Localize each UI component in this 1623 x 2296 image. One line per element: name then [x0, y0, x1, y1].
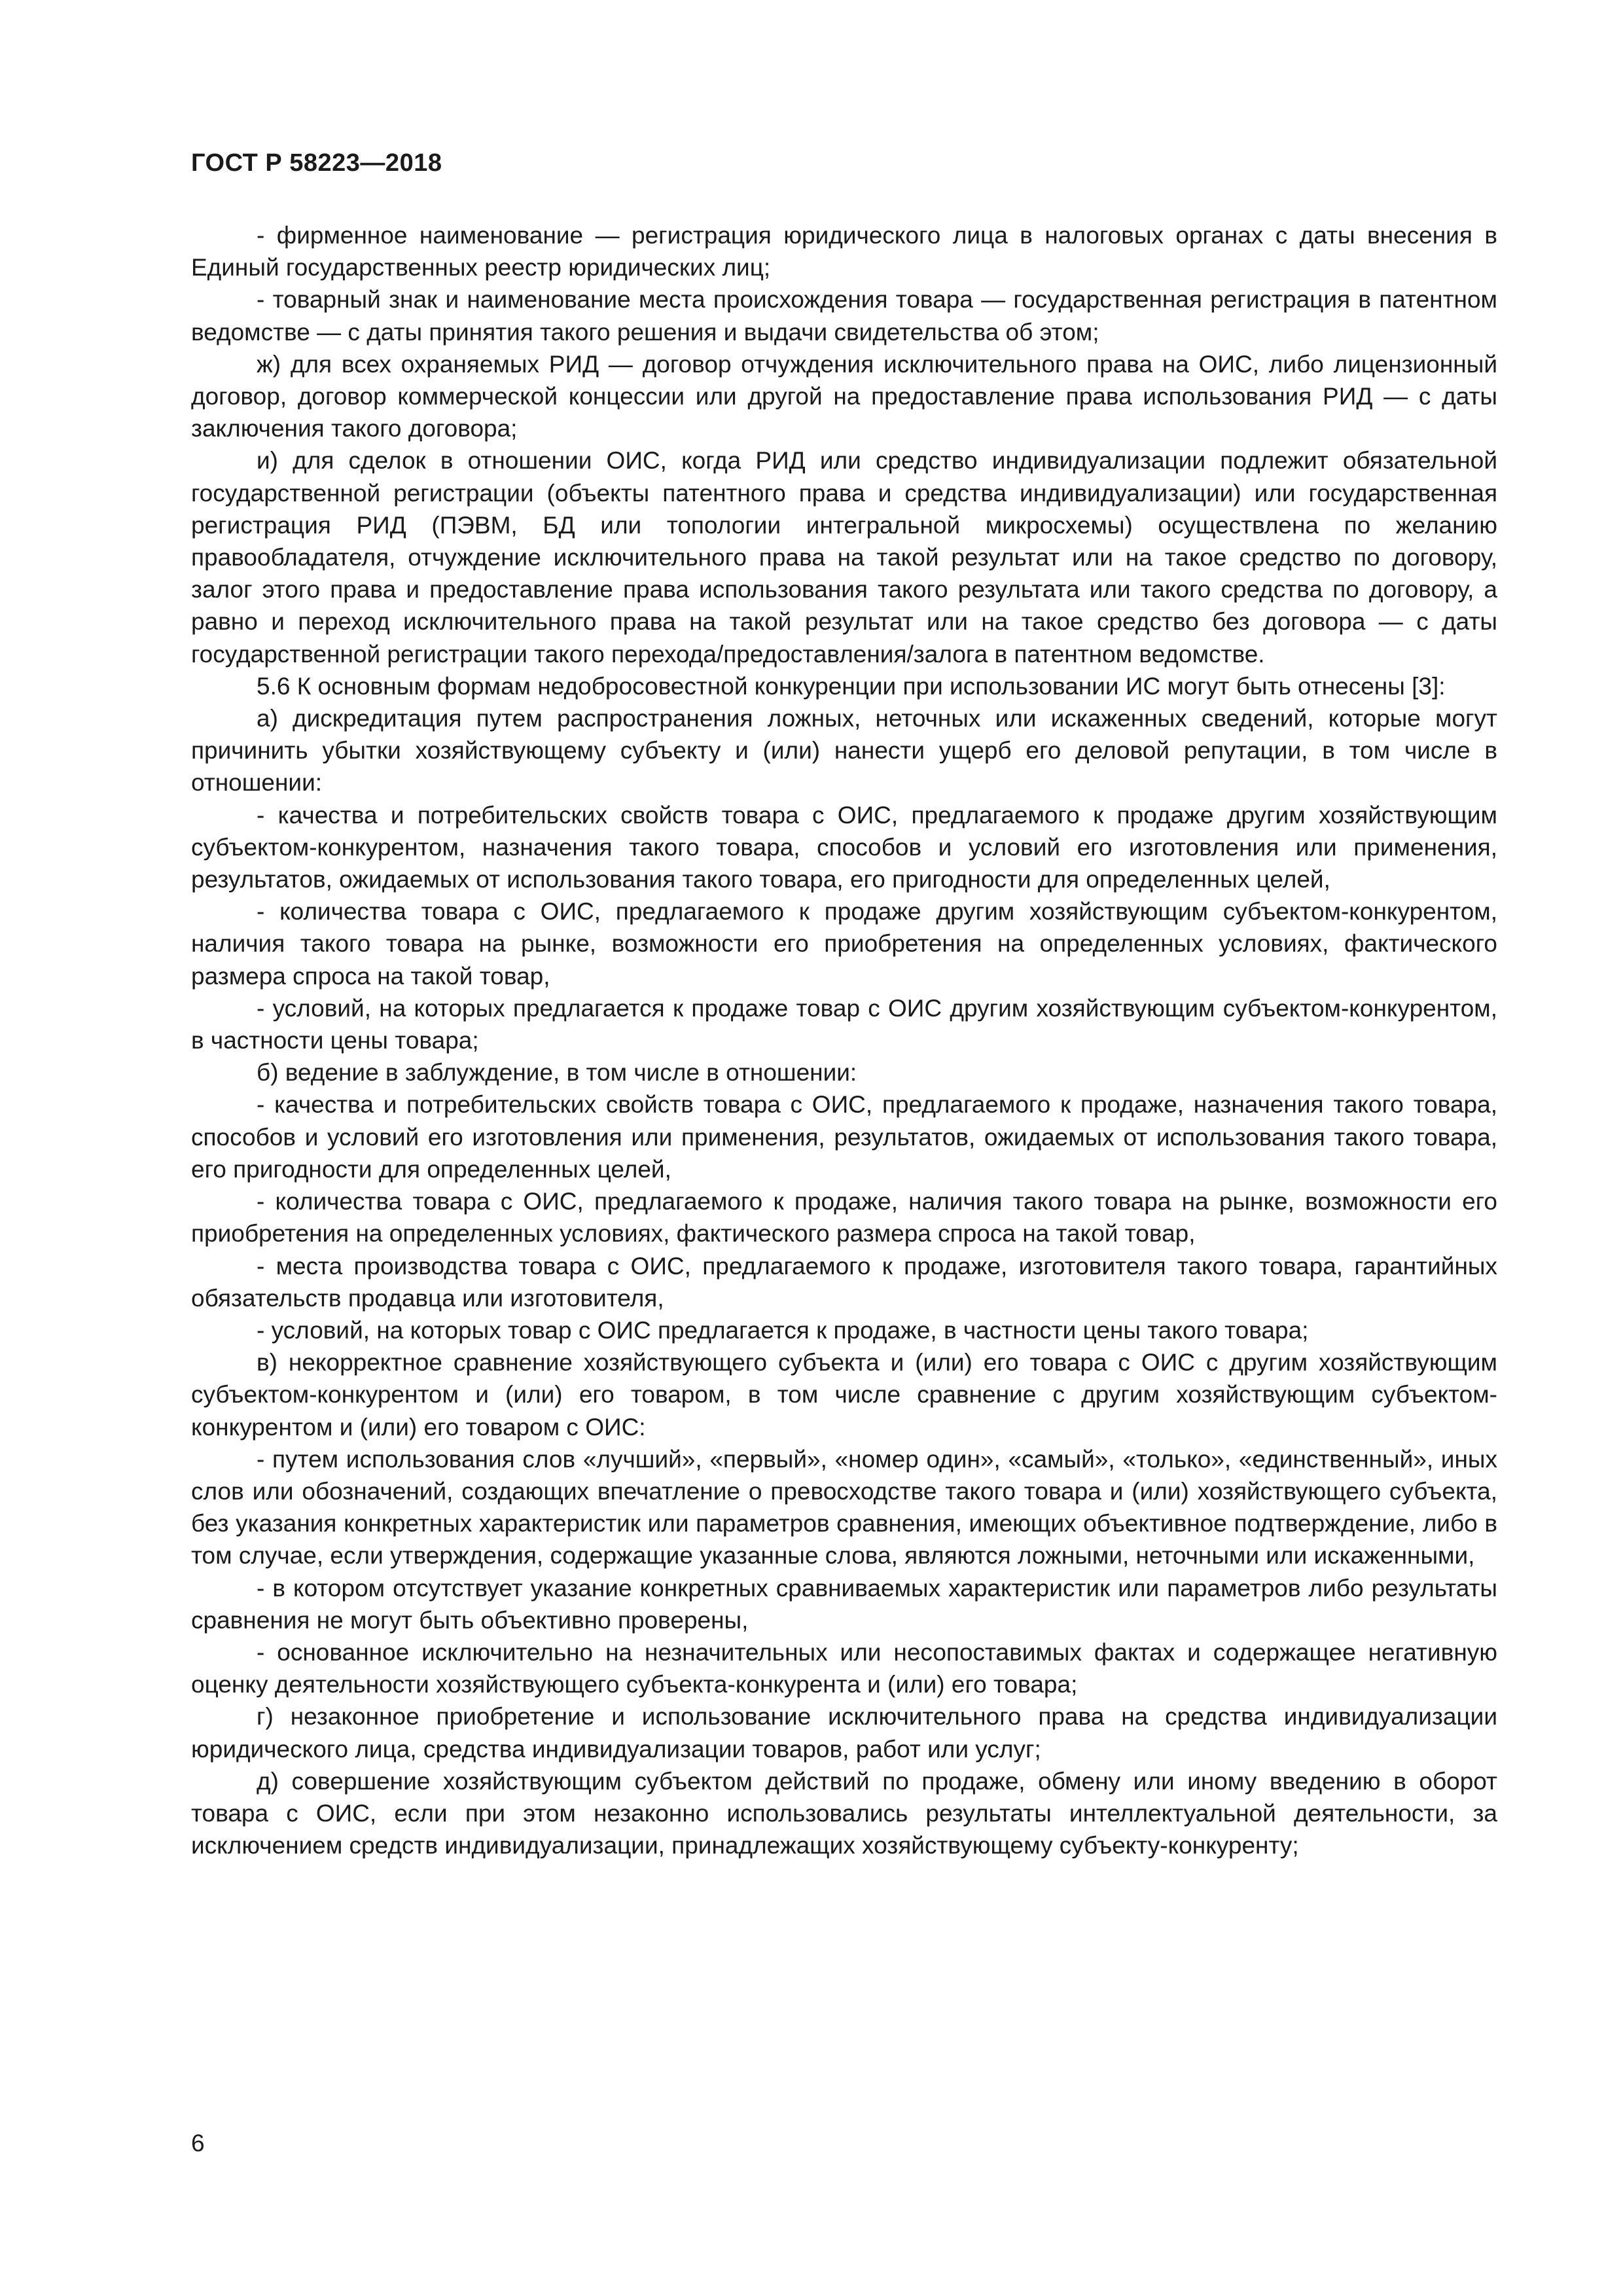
paragraph: - в котором отсутствует указание конкретных сравниваемых характеристик или параметров либо результаты сравнения не могут быть объективно проверены,: [191, 1574, 1497, 1634]
paragraph: д) совершение хозяйствующим субъектом действий по продаже, обмену или иному введению в оборот товара с ОИС, если при этом незаконно использовались результаты интеллектуальной деятельности, за исключением средств индивидуализации, принадлежащих хозяйствующему субъекту-конкуренту;: [191, 1767, 1497, 1859]
paragraph: - качества и потребительских свойств товара с ОИС, предлагаемого к продаже другим хозяйствующим субъектом-конкурентом, назначения такого товара, способов и условий его изготовления или применения, результатов, ожидаемых от использования такого товара, его пригодности для определенных целей,: [191, 801, 1497, 893]
paragraph: - товарный знак и наименование места происхождения товара — государственная регистрация в патентном ведомстве — с даты принятия такого решения и выдачи свидетельства об этом;: [191, 286, 1497, 346]
paragraph: - основанное исключительно на незначительных или несопоставимых фактах и содержащее негативную оценку деятельности хозяйствующего субъекта-конкурента и (или) его товара;: [191, 1638, 1497, 1698]
page-number: 6: [191, 2130, 205, 2157]
paragraph: ж) для всех охраняемых РИД — договор отчуждения исключительного права на ОИС, либо лицензионный договор, договор коммерческой концессии или другой на предоставление права использования РИД — с даты заключения такого договора;: [191, 350, 1497, 442]
paragraph: г) незаконное приобретение и использование исключительного права на средства индивидуализации юридического лица, средства индивидуализации товаров, работ или услуг;: [191, 1703, 1497, 1763]
paragraph: - места производства товара с ОИС, предлагаемого к продаже, изготовителя такого товара, гарантийных обязательств продавца или изготовителя,: [191, 1252, 1497, 1312]
paragraph: - условий, на которых товар с ОИС предлагается к продаже, в частности цены такого товара;: [257, 1316, 1309, 1344]
paragraph: - количества товара с ОИС, предлагаемого к продаже другим хозяйствующим субъектом-конкурентом, наличия такого товара на рынке, возможности его приобретения на определенных условиях, фактического размера спроса на такой товар,: [191, 898, 1497, 990]
document-header: ГОСТ Р 58223—2018: [191, 149, 442, 177]
paragraph: - путем использования слов «лучший», «первый», «номер один», «самый», «только», «единственный», иных слов или обозначений, создающих впечатление о превосходстве такого товара и (или) хозяйствующего субъекта, без указания конкретных характеристик или параметров сравнения, имеющих объективное подтверждение, либо в том случае, если утверждения, содержащие указанные слова, являются ложными, неточными или искаженными,: [191, 1445, 1497, 1570]
paragraph: - условий, на которых предлагается к продаже товар с ОИС другим хозяйствующим субъектом-конкурентом, в частности цены товара;: [191, 994, 1497, 1054]
paragraph: - количества товара с ОИС, предлагаемого к продаже, наличия такого товара на рынке, возможности его приобретения на определенных условиях, фактического размера спроса на такой товар,: [191, 1188, 1497, 1247]
paragraph: в) некорректное сравнение хозяйствующего субъекта и (или) его товара с ОИС с другим хозяйствующим субъектом-конкурентом и (или) его товаром, в том числе сравнение с другим хозяйствующим субъектом-конкурентом и (или) его товаром с ОИС:: [191, 1349, 1497, 1441]
paragraph: а) дискредитация путем распространения ложных, неточных или искаженных сведений, которые могут причинить убытки хозяйствующему субъекту и (или) нанести ущерб его деловой репутации, в том числе в отношении:: [191, 705, 1497, 797]
paragraph: б) ведение в заблуждение, в том числе в отношении:: [257, 1059, 857, 1086]
paragraph: - фирменное наименование — регистрация юридического лица в налоговых органах с даты внесения в Единый государственных реестр юридических лиц;: [191, 222, 1497, 281]
paragraph: - качества и потребительских свойств товара с ОИС, предлагаемого к продаже, назначения такого товара, способов и условий его изготовления или применения, результатов, ожидаемых от использования такого товара, его пригодности для определенных целей,: [191, 1091, 1497, 1183]
paragraph: и) для сделок в отношении ОИС, когда РИД или средство индивидуализации подлежит обязательной государственной регистрации (объекты патентного права и средства индивидуализации) или государственная регистрация РИД (ПЭВМ, БД или топологии интегральной микросхемы) осуществлена по желанию правообладателя, отчуждение исключительного права на такой результат или на такое средство по договору, залог этого права и предоставление права использования такого результата или такого средства по договору, а равно и переход исключительного права на такой результат или на такое средство без договора — с даты государственной регистрации такого перехода/предоставления/залога в патентном ведомстве.: [191, 447, 1497, 668]
document-body: [191, 219, 1497, 1861]
paragraph: 5.6 К основным формам недобросовестной конкуренции при использовании ИС могут быть отнесены [3]:: [257, 672, 1446, 700]
